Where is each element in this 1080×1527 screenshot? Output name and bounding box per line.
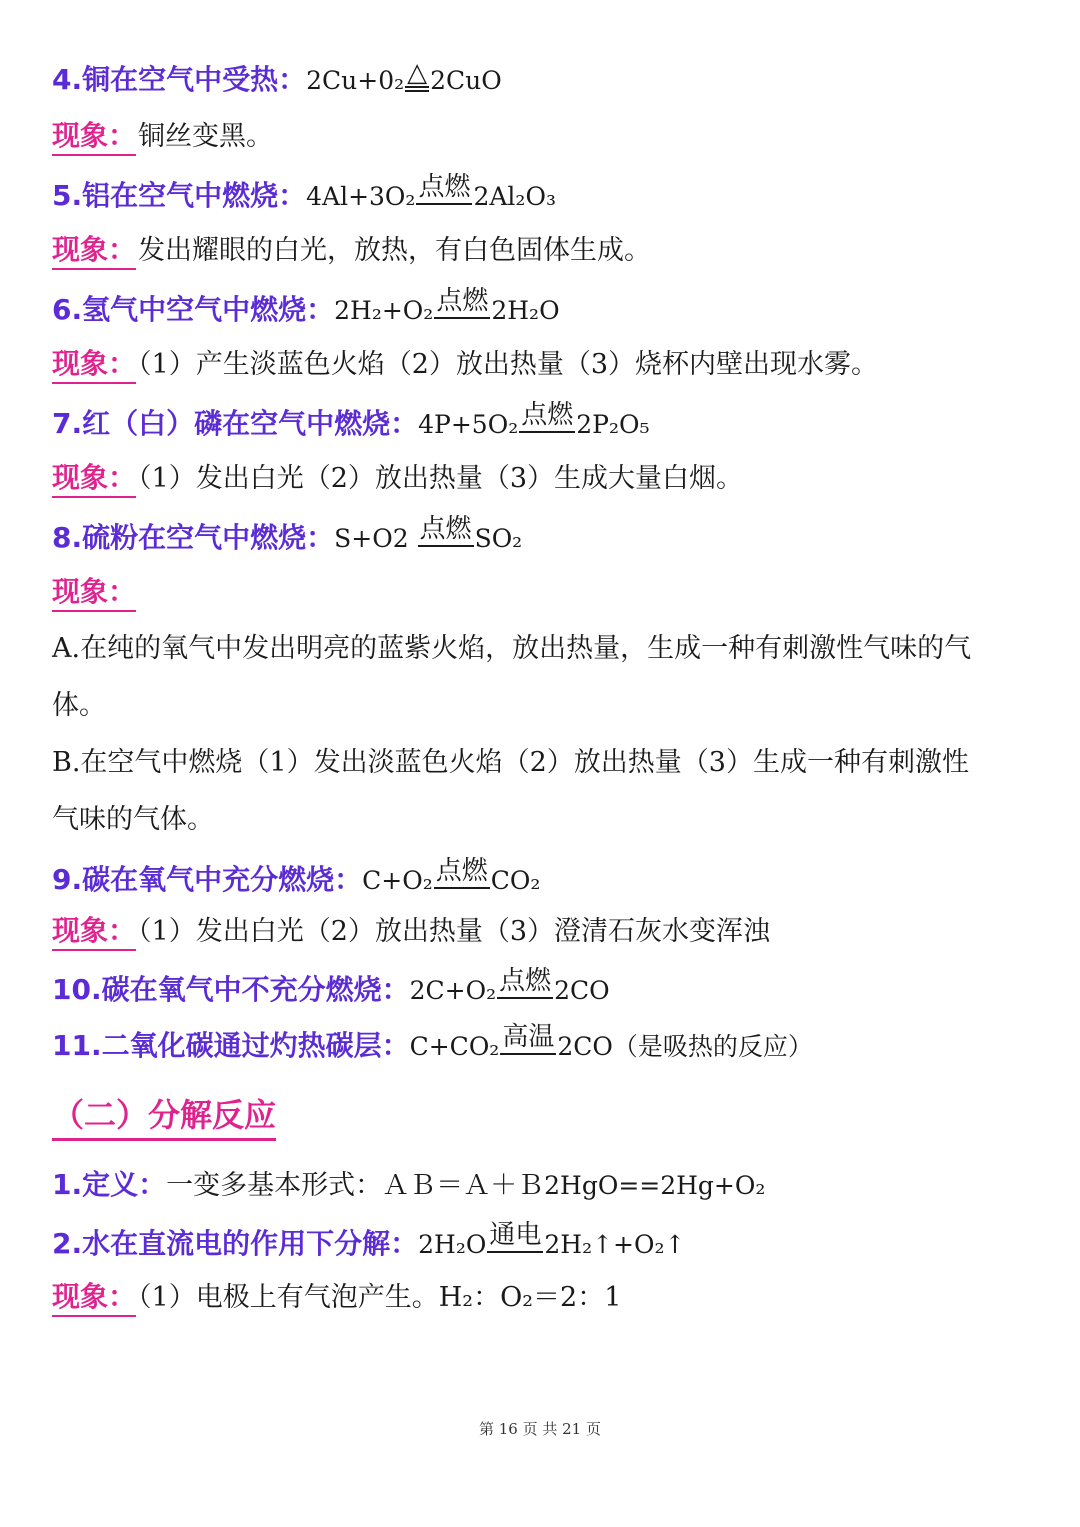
phenomenon-6-text: （1）产生淡蓝色火焰（2）放出热量（3）烧杯内壁出现水雾。 xyxy=(138,349,879,380)
reaction-8-products: SO₂ xyxy=(474,524,523,553)
section-decomposition-title: （二）分解反应 xyxy=(52,1094,276,1141)
phenomenon-9-row xyxy=(52,912,1040,951)
reaction-8-row xyxy=(52,516,1040,558)
electrolysis-reactants: 2H₂O xyxy=(418,1230,487,1259)
phenomenon-4-label: 现象： xyxy=(52,119,136,156)
phenomenon-6-label: 现象： xyxy=(52,347,136,384)
heating-triangle-icon: △ xyxy=(407,58,428,88)
definition-title: 1.定义： xyxy=(52,1168,167,1201)
phenomenon-5-text: 发出耀眼的白光，放热，有白色固体生成。 xyxy=(138,235,652,266)
electrolysis-phenomenon-row xyxy=(52,1278,1040,1317)
phenomenon-5-row xyxy=(52,231,1040,270)
phenomenon-8-b-line-2: 气味的气体。 xyxy=(52,804,214,835)
reaction-9-products: CO₂ xyxy=(490,866,541,895)
reaction-5-row xyxy=(52,174,1040,216)
reaction-4-title: 4.铜在空气中受热： xyxy=(52,63,307,96)
electrolysis-title: 2.水在直流电的作用下分解： xyxy=(52,1227,419,1260)
reaction-8-condition: 点燃 xyxy=(418,516,474,547)
definition-text: 一变多基本形式：ＡＢ＝Ａ＋Ｂ xyxy=(166,1170,545,1201)
electrolysis-phenomenon-text: （1）电极上有气泡产生。H₂：O₂＝2：1 xyxy=(138,1282,622,1313)
reaction-11-condition: 高温 xyxy=(500,1024,556,1055)
electrolysis-condition: 通电 xyxy=(487,1222,543,1253)
reaction-8-title: 8.硫粉在空气中燃烧： xyxy=(52,521,335,554)
reaction-9-reactants: C+O₂ xyxy=(362,866,433,895)
definition-row xyxy=(52,1166,1040,1205)
reaction-6-row xyxy=(52,288,1040,330)
reaction-10-reactants: 2C+O₂ xyxy=(409,976,497,1005)
phenomenon-8-label: 现象： xyxy=(52,575,136,612)
reaction-7-condition: 点燃 xyxy=(519,402,575,433)
reaction-6-condition: 点燃 xyxy=(434,288,490,319)
reaction-11-products: 2CO（是吸热的反应） xyxy=(557,1032,813,1061)
reaction-9-row xyxy=(52,858,1040,900)
reaction-9-condition: 点燃 xyxy=(434,858,490,889)
electrolysis-phenomenon-label: 现象： xyxy=(52,1280,136,1317)
reaction-7-title: 7.红（白）磷在空气中燃烧： xyxy=(52,407,419,440)
reaction-6-products: 2H₂O xyxy=(491,296,560,325)
reaction-5-reactants: 4Al+3O₂ xyxy=(306,182,416,211)
reaction-11-reactants: C+CO₂ xyxy=(409,1032,500,1061)
phenomenon-9-label: 现象： xyxy=(52,914,136,951)
reaction-4-reactants: 2Cu+0₂ xyxy=(306,66,405,95)
phenomenon-8-a-line-1: A.在纯的氧气中发出明亮的蓝紫火焰，放出热量，生成一种有刺激性气味的气 xyxy=(52,633,972,664)
reaction-7-products: 2P₂O₅ xyxy=(576,410,650,439)
electrolysis-row xyxy=(52,1222,1040,1264)
reaction-5-products: 2Al₂O₃ xyxy=(473,182,556,211)
reaction-5-condition: 点燃 xyxy=(416,174,472,205)
reaction-11-row xyxy=(52,1024,1040,1066)
phenomenon-6-row xyxy=(52,345,1040,384)
reaction-10-products: 2CO xyxy=(554,976,610,1005)
reaction-11-title: 11.二氧化碳通过灼热碳层： xyxy=(52,1029,410,1062)
phenomenon-4-row xyxy=(52,117,1040,156)
phenomenon-4-text: 铜丝变黑。 xyxy=(138,121,274,152)
reaction-5-title: 5.铝在空气中燃烧： xyxy=(52,179,307,212)
phenomenon-8-a-line-2: 体。 xyxy=(52,690,106,721)
reaction-7-row xyxy=(52,402,1040,444)
phenomenon-5-label: 现象： xyxy=(52,233,136,270)
reaction-4-row xyxy=(52,60,1040,100)
phenomenon-8-b-line-1: B.在空气中燃烧（1）发出淡蓝色火焰（2）放出热量（3）生成一种有刺激性 xyxy=(52,747,969,778)
phenomenon-7-row xyxy=(52,459,1040,498)
definition-equation: 2HgO==2Hg+O₂ xyxy=(544,1171,766,1200)
reaction-10-title: 10.碳在氧气中不充分燃烧： xyxy=(52,973,410,1006)
phenomenon-7-text: （1）发出白光（2）放出热量（3）生成大量白烟。 xyxy=(138,463,744,494)
reaction-10-condition: 点燃 xyxy=(497,968,553,999)
phenomenon-9-text: （1）发出白光（2）放出热量（3）澄清石灰水变浑浊 xyxy=(138,916,771,947)
reaction-10-row xyxy=(52,968,1040,1010)
reaction-7-reactants: 4P+5O₂ xyxy=(418,410,519,439)
page-number: 第 16 页 共 21 页 xyxy=(478,1420,601,1438)
phenomenon-7-label: 现象： xyxy=(52,461,136,498)
reaction-6-title: 6.氢气中空气中燃烧： xyxy=(52,293,335,326)
reaction-9-title: 9.碳在氧气中充分燃烧： xyxy=(52,863,363,896)
electrolysis-products: 2H₂↑+O₂↑ xyxy=(544,1230,686,1259)
reaction-4-products: 2CuO xyxy=(430,66,502,95)
reaction-6-reactants: 2H₂+O₂ xyxy=(334,296,434,325)
phenomenon-8-row xyxy=(52,573,1040,612)
reaction-8-reactants: S+O2 xyxy=(334,524,417,553)
